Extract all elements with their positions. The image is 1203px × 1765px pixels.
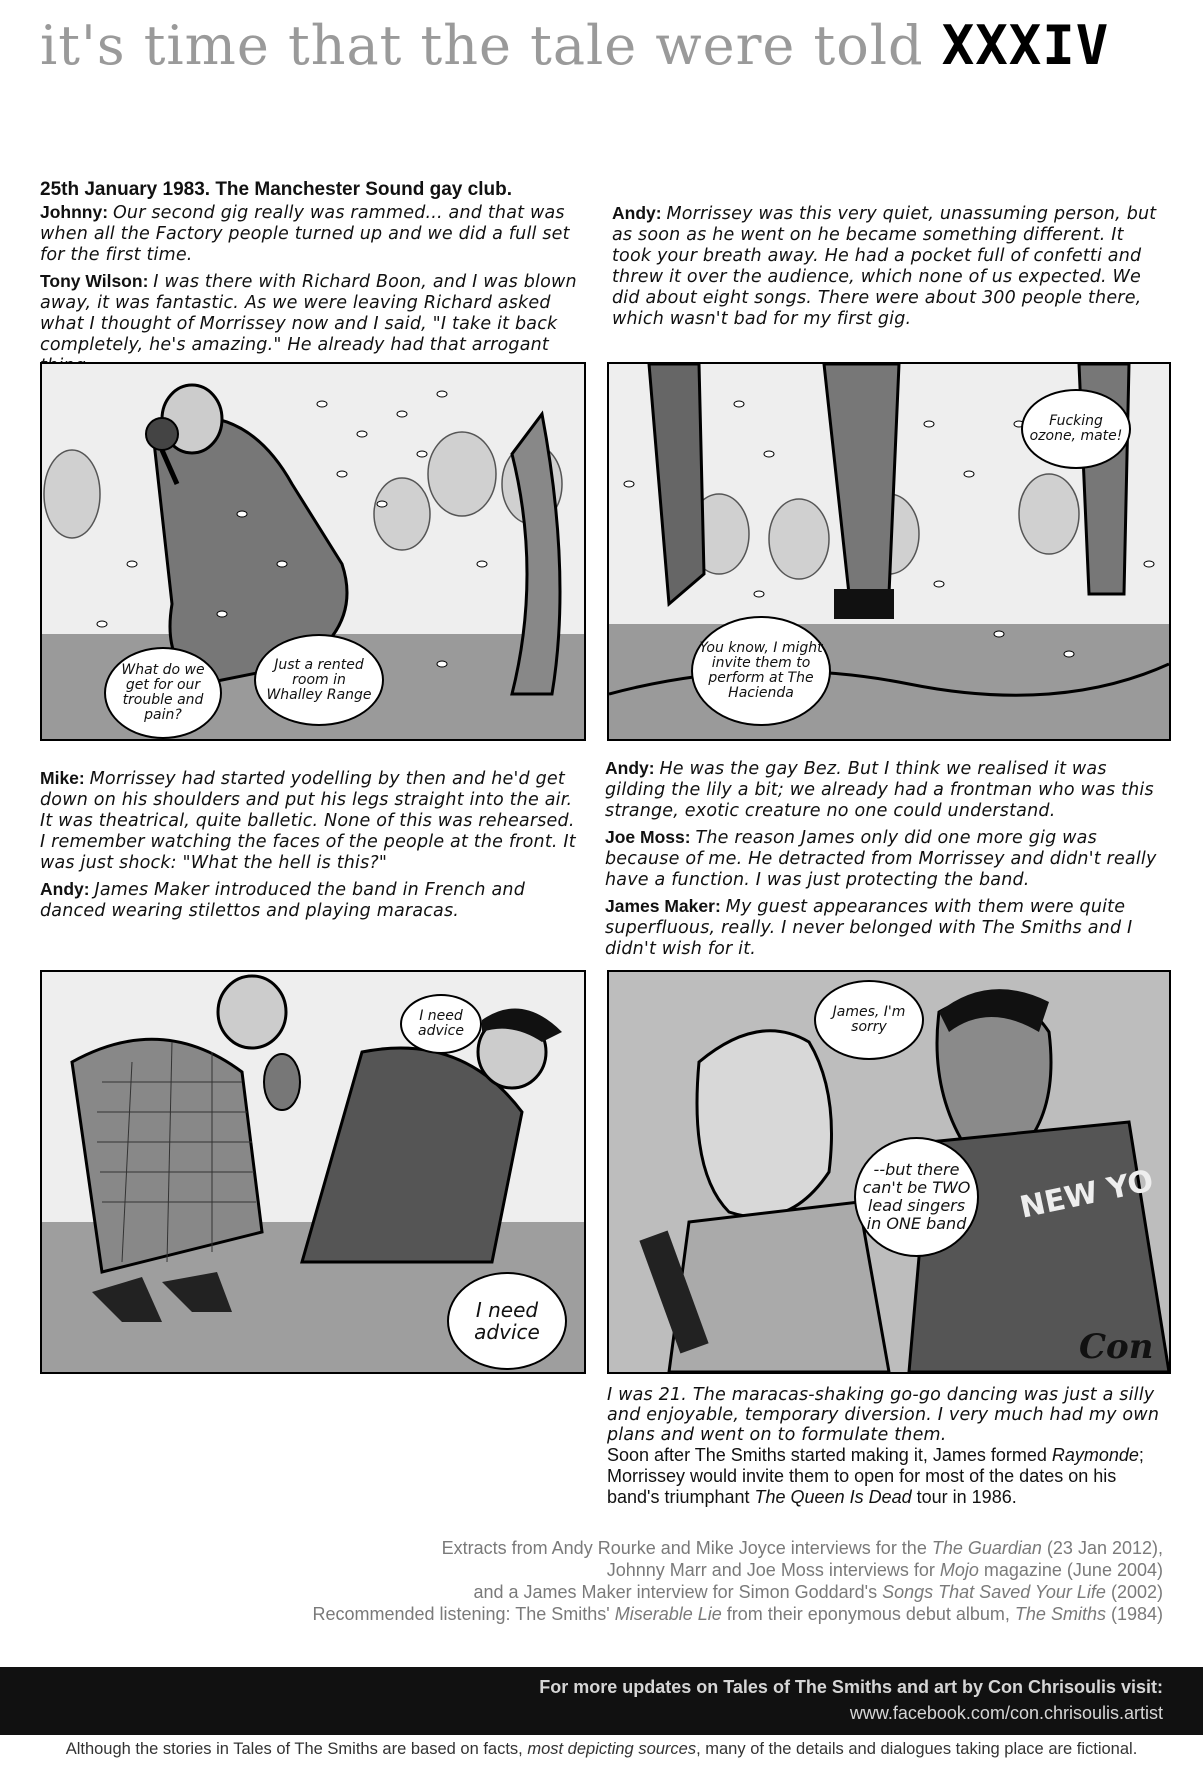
speaker-andy-mid: Andy: (40, 879, 90, 899)
source-credits: Extracts from Andy Rourke and Mike Joyce interviews for the The Guardian (23 Jan 2012), Johnny Marr and Joe Moss interviews for Mojo magazine (June 2004) and a James Maker interview for Simon Goddard's Songs That Saved Your Life (2002) Recommended listening: The Smiths' Miserable Lie from their eponymous debut album, The Smiths (1984) (312, 1538, 1163, 1624)
quote-joe: The reason James only did one more gig was because of me. He detracted from Morrissey and didn't really have a function. I was just protecting the band. (605, 828, 1157, 890)
chapter-number: XXXIV (941, 14, 1110, 77)
mid-left-text (40, 768, 585, 927)
comic-panel-2 (607, 362, 1171, 741)
speech-bubble-hacienda: You know, I might invite them to perform at The Hacienda (691, 616, 831, 726)
speaker-james: James Maker: (605, 896, 721, 916)
epilogue: Soon after The Smiths started making it, James formed Raymonde; Morrissey would invite them to open for most of the dates on his band's triumphant The Queen Is Dead tour in 1986. (607, 1445, 1144, 1507)
quote-andy-mid: James Maker introduced the band in French and danced wearing stilettos and playing maracas. (40, 880, 525, 921)
footer-bar (0, 1667, 1203, 1735)
speaker-andy-right: Andy: (605, 758, 655, 778)
footer-facebook-link[interactable]: www.facebook.com/con.chrisoulis.artist (849, 1703, 1163, 1723)
quote-james: My guest appearances with them were quite superfluous, really. I never belonged with The Smiths and I didn't wish for it. (605, 897, 1133, 959)
speech-bubble-sorry: James, I'm sorry (814, 980, 924, 1060)
disclaimer: Although the stories in Tales of The Smiths are based on facts, most depicting sources, many of the details and dialogues taking place are fictional. (65, 1740, 1138, 1758)
mid-right-text (605, 758, 1170, 965)
comic-panel-3 (40, 970, 586, 1374)
comic-panel-1 (40, 362, 586, 741)
speech-bubble-two-singers: --but there can't be TWO lead singers in ONE band (854, 1137, 979, 1257)
closing-quote: I was 21. The maracas-shaking go-go dancing was just a silly and enjoyable, temporary diversion. I very much had my own plans and went on to formulate them. (607, 1385, 1160, 1445)
closing-text (607, 1385, 1162, 1508)
title-text: it's time that the tale were told (40, 14, 924, 77)
andy-top-text (612, 203, 1167, 335)
quote-johnny: Our second gig really was rammed... and that was when all the Factory people turned up and we did a full set for the first time. (40, 203, 570, 265)
jacket-lettering: NEW YO (1016, 1163, 1157, 1226)
album-name: The Queen Is Dead (754, 1487, 912, 1507)
quote-andy: Morrissey was this very quiet, unassuming person, but as soon as he went on he became something different. It took your breath away. He had a pocket full of confetti and threw it over the audience, which none of us expected. We did about eight songs. There were about 300 people there, which wasn't bad for my first gig. (612, 204, 1157, 329)
comic-panel-4 (607, 970, 1171, 1374)
quote-tony: I was there with Richard Boon, and I was blown away, it was fantastic. As we were leaving Richard asked what I thought of Morrissey now and I said, "I take it back completely, he's amazing." He already had that arrogant (40, 272, 577, 355)
speech-bubble-advice-large: I need advice (447, 1272, 567, 1370)
speaker-andy: Andy: (612, 203, 662, 223)
speaker-tony: Tony Wilson: (40, 271, 149, 291)
speaker-mike: Mike: (40, 768, 85, 788)
band-name-raymonde: Raymonde (1051, 1445, 1139, 1465)
speaker-joe: Joe Moss: (605, 827, 691, 847)
quote-mike: Morrissey had started yodelling by then and he'd get down on his shoulders and put his legs straight into the air. It was theatrical, quite balletic. None of this was rehearsed. I remember watching the faces of the people at the front. It was just shock: "What the hell is this?" (40, 769, 576, 873)
page-title (40, 14, 1109, 77)
speech-bubble-ozone: Fucking ozone, mate! (1021, 389, 1131, 469)
artist-signature: Con (1079, 1327, 1154, 1367)
speech-bubble-advice-small: I need advice (400, 994, 482, 1054)
date-line: 25th January 1983. The Manchester Sound gay club. (40, 179, 512, 200)
speaker-johnny: Johnny: (40, 202, 109, 222)
speech-bubble-rented-room: Just a rented room in Whalley Range (254, 634, 384, 726)
footer-updates: For more updates on Tales of The Smiths and art by Con Chrisoulis visit: (539, 1677, 1163, 1697)
intro-text (40, 180, 585, 382)
quote-andy-right: He was the gay Bez. But I think we realised it was gilding the lily a bit; we already had a frontman who was this strange, exotic creature no one could understand. (605, 759, 1154, 821)
speech-bubble-trouble: What do we get for our trouble and pain? (104, 647, 222, 739)
